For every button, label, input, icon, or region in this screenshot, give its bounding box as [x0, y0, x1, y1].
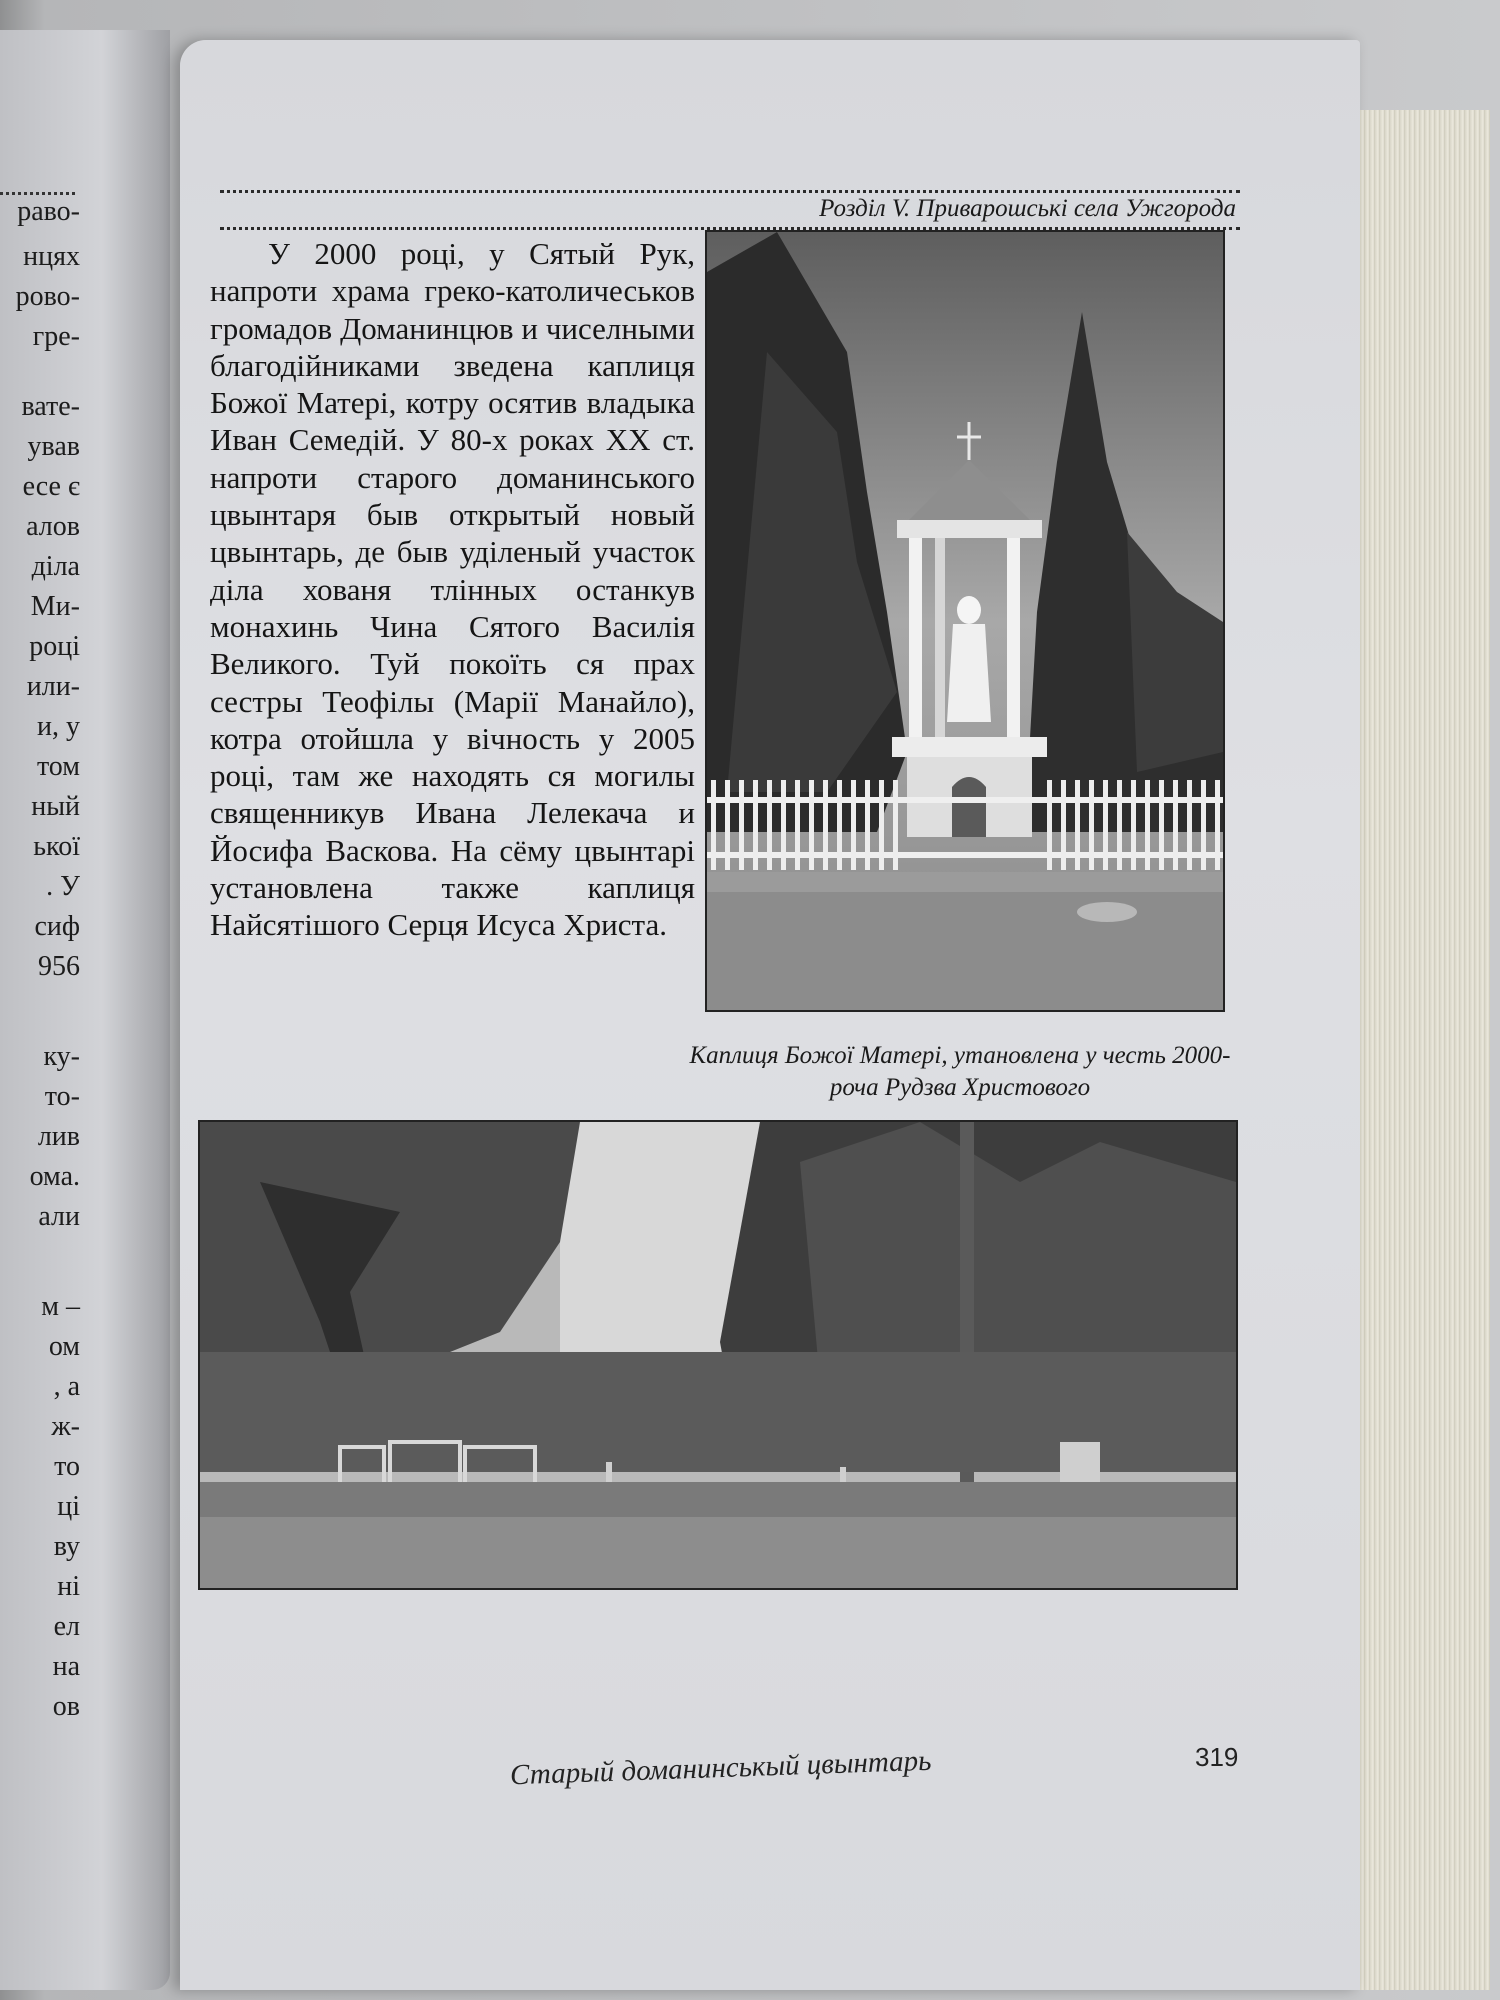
left-page-line-fragment: ом [48, 1331, 80, 1362]
left-page-line-fragment: нцях [23, 241, 80, 272]
left-page-line-fragment: 956 [38, 951, 80, 982]
left-page-line-fragment: ж- [51, 1411, 80, 1442]
left-page-line-fragment: ької [33, 831, 80, 862]
left-page-line-fragment: ні [57, 1571, 80, 1602]
left-page-line-fragment: , а [53, 1371, 80, 1402]
left-page-line-fragment: раво- [17, 196, 80, 227]
left-page-line-fragment: лив [37, 1121, 80, 1152]
left-page-line-fragment: ел [53, 1611, 80, 1642]
left-page-line-fragment: вате- [21, 391, 80, 422]
left-page-line-fragment: ов [52, 1691, 80, 1722]
left-page-line-fragment: рово- [15, 281, 80, 312]
running-head [220, 190, 1240, 230]
left-page-line-fragment: м – [41, 1291, 80, 1322]
body-paragraph: У 2000 році, у Сятый Рук, напроти храма греко-католичеськов громадов Доманинцюв и чиселными благодійниками зведена каплиця Божої Матері, котру осятив владыка Иван Семедій. У 80-х роках ХХ ст. напроти старого доманинського цвынтаря быв открытый новый цвынтарь, де быв уділеный участок діла хованя тлінных останкув монахинь Чина Сятого Василія Великого. Туй покоїть ся прах сестры Теофілы (Марії Манайло), котра отойшла у вічность у 2005 році, там же находять ся могилы священникув Ивана Лелекача и Йосифа Васкова. На сёму цвынтарі установлена также каплиця Найсятішого Серця Исуса Христа. [210, 236, 695, 943]
running-head-title: Розділ V. Приварошські села Ужгорода [819, 195, 1236, 222]
chapel-photo-caption: Каплиця Божої Матері, утановлена у честь 2000-роча Рудзва Христового [689, 1042, 1231, 1101]
left-page-line-fragment: ку- [43, 1041, 80, 1072]
page-number: 319 [1195, 1742, 1239, 1772]
left-page-line-fragment: ома. [29, 1161, 80, 1192]
right-page [180, 40, 1360, 1990]
left-page-line-fragment: али [38, 1201, 80, 1232]
left-page-line-fragment: ував [27, 431, 80, 462]
cemetery-photo [198, 1120, 1238, 1590]
left-page-line-fragment: гре- [32, 321, 80, 352]
left-page-line-fragment: діла [31, 551, 80, 582]
left-page-line-fragment: сиф [34, 911, 80, 942]
left-page-line-fragment: том [36, 751, 80, 782]
left-page-line-fragment: алов [26, 511, 80, 542]
left-page-line-fragment: и, у [37, 711, 80, 742]
left-page-line-fragment: . У [46, 871, 80, 902]
cemetery-photo-caption: Старый доманинськый цвынтарь [509, 1744, 932, 1792]
left-page-line-fragment: ву [53, 1531, 80, 1562]
left-page-line-fragment: ный [31, 791, 80, 822]
left-page [0, 30, 170, 1990]
body-text [210, 235, 695, 944]
left-page-line-fragment: ці [57, 1491, 80, 1522]
left-page-line-fragment: то [54, 1451, 80, 1482]
left-page-line-fragment: році [29, 631, 80, 662]
left-page-line-fragment: на [52, 1651, 80, 1682]
left-page-line-fragment: или- [26, 671, 80, 702]
left-page-line-fragment: то- [44, 1081, 80, 1112]
left-page-line-fragment: Ми- [30, 591, 80, 622]
left-page-line-fragment: есе є [22, 471, 80, 502]
chapel-photo [705, 230, 1225, 1012]
